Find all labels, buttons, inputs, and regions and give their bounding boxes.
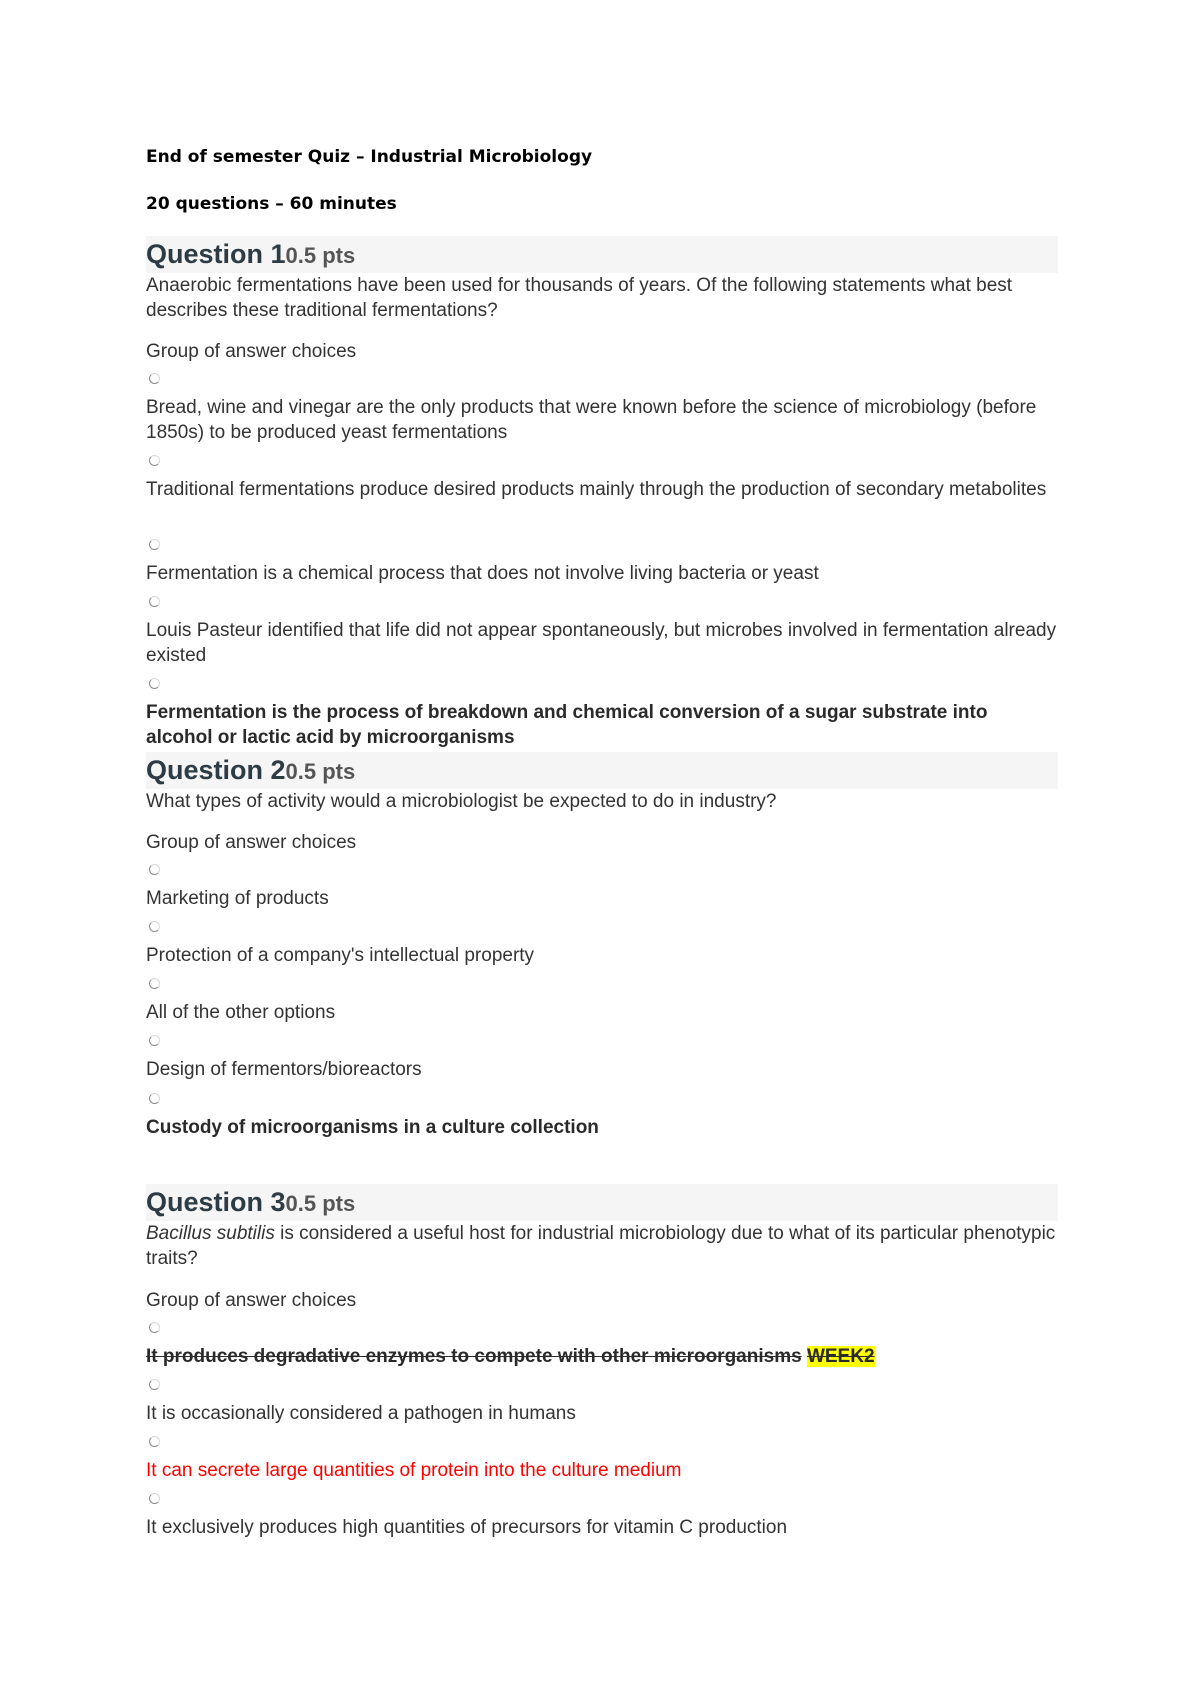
question-points: 0.5 pts <box>285 759 356 784</box>
question-2-header <box>146 752 1058 789</box>
radio-button[interactable] <box>149 1035 160 1046</box>
question-text: What types of activity would a microbiologist be expected to do in industry? <box>146 791 777 812</box>
radio-button[interactable] <box>149 455 160 466</box>
question-points: 0.5 pts <box>285 243 356 268</box>
answer-option[interactable]: All of the other options <box>146 1002 336 1023</box>
radio-button[interactable] <box>149 373 160 384</box>
answer-option[interactable] <box>146 1344 1058 1369</box>
struck-answer-text: It produces degradative enzymes to compete with other microorganisms <box>146 1346 802 1367</box>
question-3-header <box>146 1184 1058 1221</box>
answer-option[interactable]: Bread, wine and vinegar are the only products that were known before the science of microbiology (before 1850s) to be produced yeast fermentations <box>146 397 1037 443</box>
radio-button[interactable] <box>149 596 160 607</box>
radio-button[interactable] <box>149 1493 160 1504</box>
radio-button[interactable] <box>149 978 160 989</box>
answer-option[interactable]: It is occasionally considered a pathogen in humans <box>146 1403 576 1424</box>
radio-button[interactable] <box>149 921 160 932</box>
document-title: End of semester Quiz – Industrial Microbiology <box>146 147 593 167</box>
answer-option[interactable]: It exclusively produces high quantities of precursors for vitamin C production <box>146 1517 788 1538</box>
group-label: Group of answer choices <box>146 1290 357 1311</box>
group-label: Group of answer choices <box>146 341 357 362</box>
answer-option[interactable]: Traditional fermentations produce desired products mainly through the production of secondary metabolites <box>146 479 1047 500</box>
species-name: Bacillus subtilis <box>146 1223 275 1244</box>
question-points: 0.5 pts <box>285 1191 356 1216</box>
answer-option[interactable]: It can secrete large quantities of protein into the culture medium <box>146 1460 682 1481</box>
radio-button[interactable] <box>149 1436 160 1447</box>
document-subtitle: 20 questions – 60 minutes <box>146 194 397 214</box>
question-text <box>146 1221 1058 1271</box>
radio-button[interactable] <box>149 1379 160 1390</box>
radio-button[interactable] <box>149 1093 160 1104</box>
question-number: Question 1 <box>146 239 286 269</box>
radio-button[interactable] <box>149 1322 160 1333</box>
answer-option[interactable]: Fermentation is the process of breakdown and chemical conversion of a sugar substrate into alcohol or lactic acid by microorganisms <box>146 702 988 748</box>
answer-option[interactable]: Marketing of products <box>146 888 329 909</box>
answer-option[interactable]: Fermentation is a chemical process that does not involve living bacteria or yeast <box>146 563 819 584</box>
answer-option[interactable]: Design of fermentors/bioreactors <box>146 1059 422 1080</box>
week-tag: WEEK2 <box>806 1346 875 1367</box>
answer-option[interactable]: Louis Pasteur identified that life did not appear spontaneously, but microbes involved in fermentation already existed <box>146 620 1057 666</box>
answer-option[interactable]: Custody of microorganisms in a culture collection <box>146 1117 599 1138</box>
radio-button[interactable] <box>149 864 160 875</box>
question-number: Question 3 <box>146 1187 286 1217</box>
radio-button[interactable] <box>149 539 160 550</box>
question-text: Anaerobic fermentations have been used for thousands of years. Of the following statements what best describes these traditional fermentations? <box>146 275 1013 321</box>
question-1-header <box>146 236 1058 273</box>
group-label: Group of answer choices <box>146 832 357 853</box>
answer-option[interactable]: Protection of a company's intellectual property <box>146 945 535 966</box>
question-number: Question 2 <box>146 755 286 785</box>
radio-button[interactable] <box>149 678 160 689</box>
question-text-rest: is considered a useful host for industrial microbiology due to what of its particular phenotypic traits? <box>146 1223 1056 1269</box>
